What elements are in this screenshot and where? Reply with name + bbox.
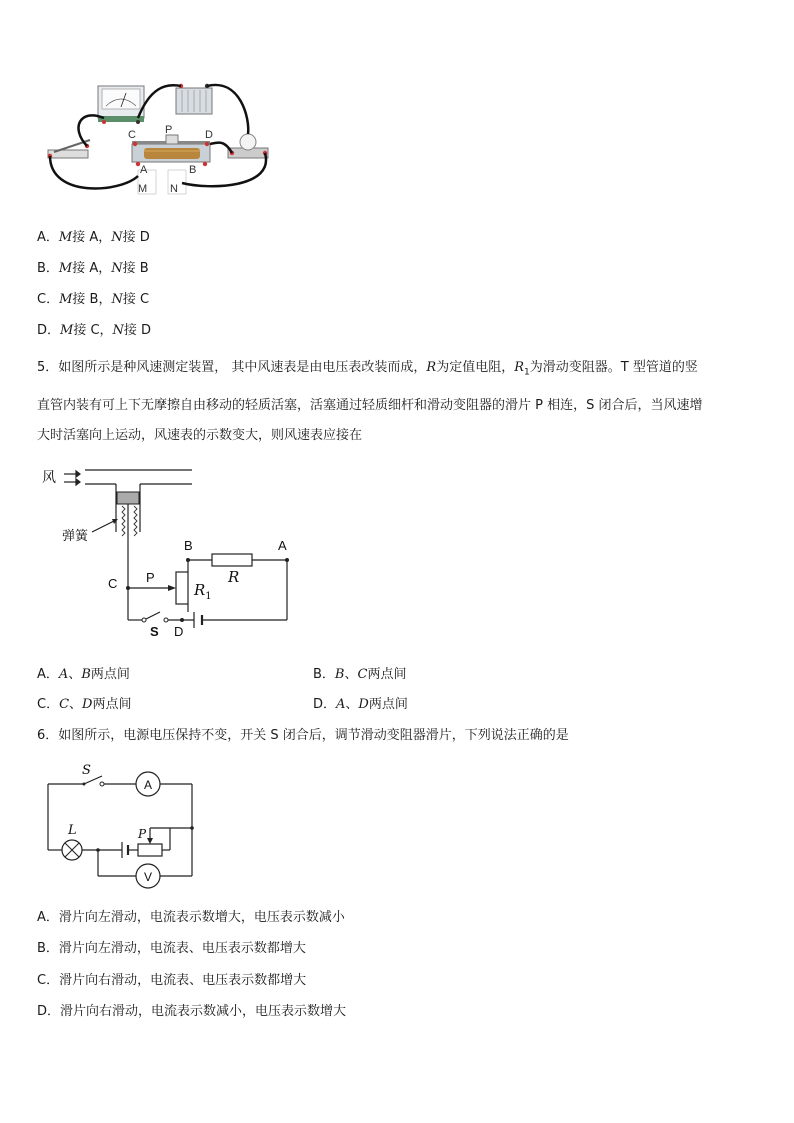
circuit-wires xyxy=(128,560,287,620)
q4-apparatus-figure xyxy=(40,78,290,208)
slider-arrow xyxy=(168,585,176,591)
spring-left xyxy=(122,506,125,536)
q5-stem-line3: 大时活塞向上运动，风速表的示数变大，则风速表应接在 xyxy=(37,428,363,443)
q4-label-n: N xyxy=(170,183,178,195)
q6-label-s: S xyxy=(82,763,91,778)
q5-label-s: S xyxy=(150,624,159,639)
q5-stem-line1: 5．如图所示是种风速测定装置， 其中风速表是由电压表改装而成，R为定值电阻，$R_1$为滑动变阻器。T 型管道的竖 xyxy=(37,360,698,378)
q5-label-r: R xyxy=(228,568,240,586)
q4-label-d: D xyxy=(205,129,213,141)
q4-label-a: A xyxy=(140,164,148,176)
battery-box xyxy=(176,84,212,114)
q5-stem-line2: 直管内装有可上下无摩擦自由移动的轻质活塞，活塞通过轻质细杆和滑动变阻器的滑片 P 相连，S 闭合后，当风速增 xyxy=(37,398,703,413)
q6-rheostat xyxy=(138,844,162,856)
q4-option-a: A．M接 A，N接 D xyxy=(37,230,150,245)
bulb-holder xyxy=(228,134,268,158)
q6-stem: 6．如图所示，电源电压保持不变，开关 S 闭合后，调节滑动变阻器滑片，下列说法正确的是 xyxy=(37,728,569,743)
q5-option-c: C．C、D两点间 xyxy=(37,697,132,712)
q6-option-a: A．滑片向左滑动，电流表示数增大，电压表示数减小 xyxy=(37,910,345,925)
q5-wind-circuit-figure xyxy=(40,462,300,642)
q4-option-d: D．M接 C，N接 D xyxy=(37,323,152,338)
q5-label-d: D xyxy=(174,624,184,639)
q6-label-l: L xyxy=(68,823,77,838)
q4-label-m: M xyxy=(138,183,148,195)
q5-option-a: A．A、B两点间 xyxy=(37,667,130,682)
q6-label-p: P xyxy=(138,827,147,841)
q6-label-v: V xyxy=(144,870,153,884)
q5-label-p: P xyxy=(146,570,155,585)
q5-label-a: A xyxy=(278,538,287,553)
resistor-r xyxy=(212,554,252,566)
piston xyxy=(117,492,139,504)
wind-arrows xyxy=(64,471,80,485)
q4-label-b: B xyxy=(189,164,197,176)
q4-option-b: B．M接 A，N接 B xyxy=(37,261,149,276)
q6-option-d: D．滑片向右滑动，电流表示数减小，电压表示数增大 xyxy=(37,1004,347,1019)
rheostat-r1 xyxy=(176,572,188,604)
q6-circuit-figure xyxy=(40,758,210,893)
q6-label-a: A xyxy=(144,778,153,792)
spring-label: 弹簧 xyxy=(62,528,89,543)
q4-label-p: P xyxy=(165,124,173,136)
connecting-wires xyxy=(50,85,266,189)
q5-option-b: B．B、C两点间 xyxy=(313,667,407,682)
q5-label-b: B xyxy=(184,538,193,553)
q4-label-c: C xyxy=(128,129,136,141)
q6-option-b: B．滑片向左滑动，电流表、电压表示数都增大 xyxy=(37,941,306,956)
q4-option-c: C．M接 B，N接 C xyxy=(37,292,150,307)
spring-right xyxy=(134,506,137,536)
q6-option-c: C．滑片向右滑动，电流表、电压表示数都增大 xyxy=(37,973,307,988)
q5-label-r1: $R_1$ xyxy=(194,581,212,602)
q5-option-d: D．A、D两点间 xyxy=(313,697,408,712)
q5-label-c: C xyxy=(108,576,118,591)
wind-label: 风 xyxy=(42,469,56,485)
meter-device xyxy=(98,86,144,124)
